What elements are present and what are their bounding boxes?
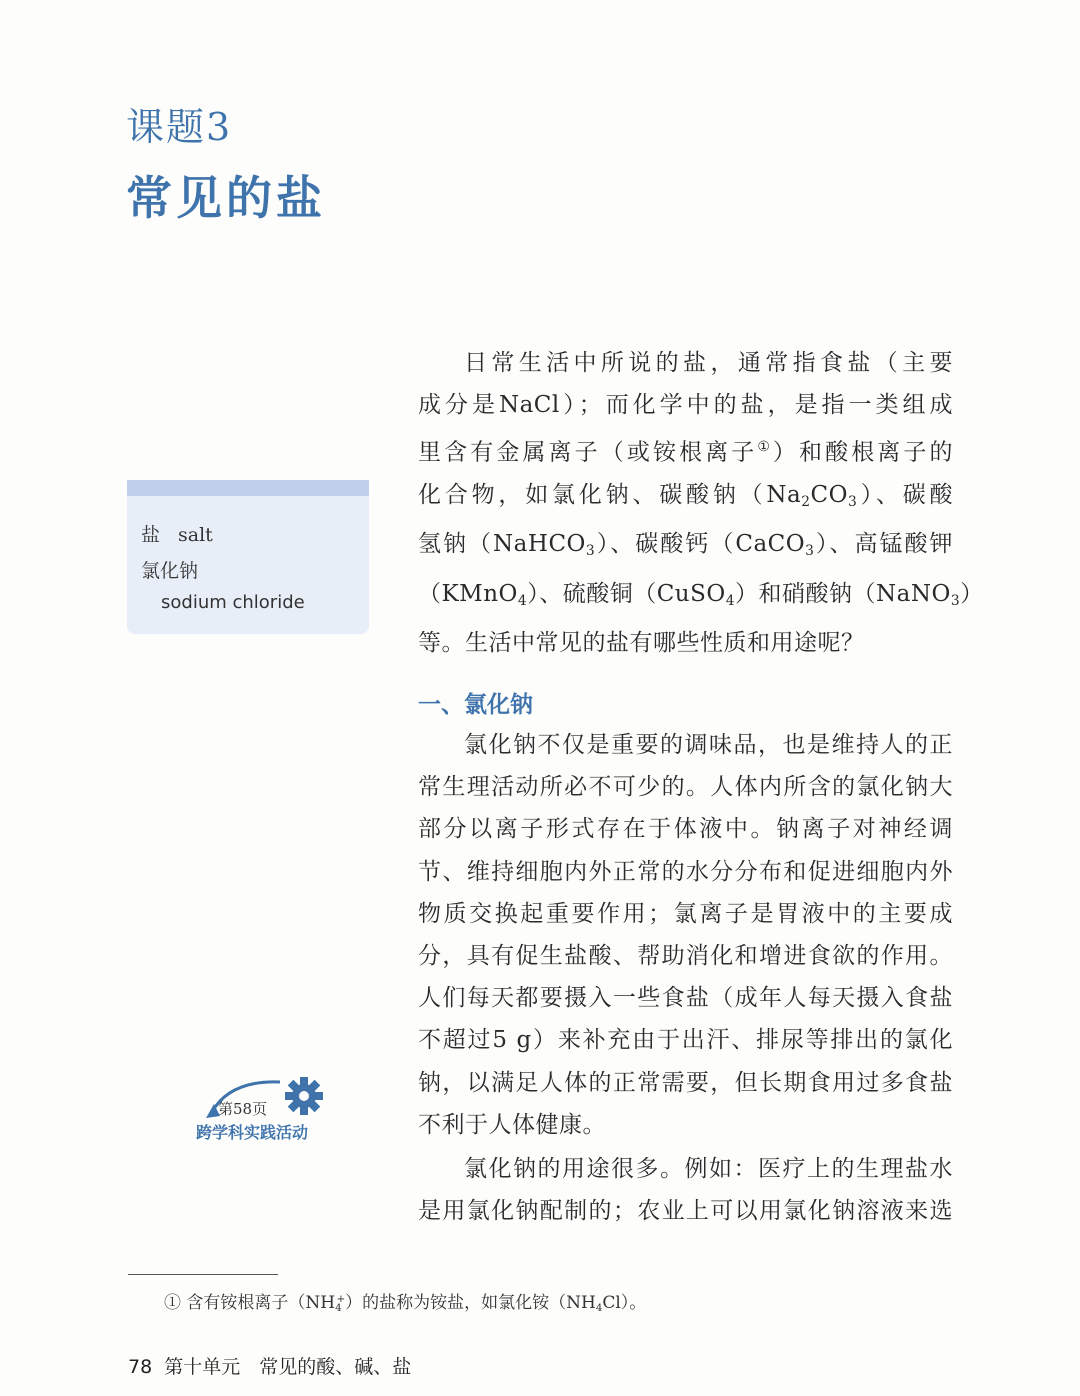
page-footer: [128, 1352, 411, 1379]
intro-paragraph: [418, 342, 984, 664]
intro-line: （KMnO$_4$）、硫酸铜（CuSO$_4$）和硝酸钠（NaNO$_3$）: [418, 580, 984, 609]
intro-line: 成分是NaCl）；而化学中的盐，是指一类组成: [418, 392, 953, 419]
practice-label: 跨学科实践活动: [196, 1123, 309, 1142]
paragraph-line: 不超过5 g）来补充由于出汗、排尿等排出的氯化: [418, 1027, 953, 1054]
paragraph-line: 部分以离子形式存在于体液中。钠离子对神经调: [418, 816, 953, 843]
footnote: ① 含有铵根离子$(NH_4^+)$的盐称为铵盐，如氯化铵$(NH_4Cl)$。: [164, 1293, 647, 1315]
section-paragraph-2: [418, 1148, 953, 1232]
intro-line: 化合物，如氯化钠、碳酸钠$(Na_2CO_3)$、碳酸: [418, 481, 954, 510]
paragraph-line: 分，具有促生盐酸、帮助消化和增进食欲的作用。: [418, 943, 953, 970]
paragraph-line: 不利于人体健康。: [418, 1111, 606, 1138]
intro-line: 日常生活中所说的盐，通常指食盐（主要: [464, 350, 953, 376]
paragraph-line: 人们每天都要摄入一些食盐（成年人每天摄入食盐: [418, 985, 953, 1012]
intro-line: 氢钠（NaHCO$_3$）、碳酸钙（CaCO$_3$）、高锰酸钾: [418, 531, 954, 560]
intro-line: 等。生活中常见的盐有哪些性质和用途呢？: [418, 629, 865, 656]
glossary-term-sodium-chloride: 氯化钠: [141, 560, 199, 582]
section-paragraph-1: [418, 724, 953, 1146]
glossary-english-sodium-chloride: sodium chloride: [161, 592, 305, 613]
paragraph-line: 物质交换起重要作用；氯离子是胃液中的主要成: [418, 900, 953, 927]
paragraph-line: 是用氯化钠配制的；农业上可以用氯化钠溶液来选: [418, 1198, 953, 1225]
gear-icon: [284, 1076, 324, 1116]
section-heading: 一、氯化钠: [418, 692, 533, 718]
paragraph-line: 氯化钠的用途很多。例如：医疗上的生理盐水: [464, 1156, 953, 1182]
unit-title: 第十单元 常见的酸、碱、盐: [164, 1356, 412, 1378]
footnote-divider: [128, 1274, 278, 1275]
lesson-title: 常见的盐: [126, 171, 326, 225]
paragraph-line: 常生理活动所必不可少的。人体内所含的氯化钠大: [418, 774, 953, 801]
glossary-entry-salt: 盐 salt: [141, 524, 213, 546]
glossary-box: [127, 480, 369, 634]
practice-activity-link[interactable]: [194, 1072, 334, 1142]
paragraph-line: 节、维持细胞内外正常的水分分布和促进细胞内外: [418, 858, 953, 885]
intro-line: 里含有金属离子（或铵根离子①）和酸根离子的: [418, 439, 954, 466]
page-number: 78: [128, 1356, 153, 1378]
practice-page-ref: 第58页: [218, 1100, 268, 1118]
glossary-header-bar: [127, 480, 369, 496]
paragraph-line: 氯化钠不仅是重要的调味品，也是维持人的正: [464, 732, 953, 758]
lesson-number: 课题3: [126, 105, 233, 149]
paragraph-line: 钠，以满足人体的正常需要，但长期食用过多食盐: [418, 1069, 953, 1096]
